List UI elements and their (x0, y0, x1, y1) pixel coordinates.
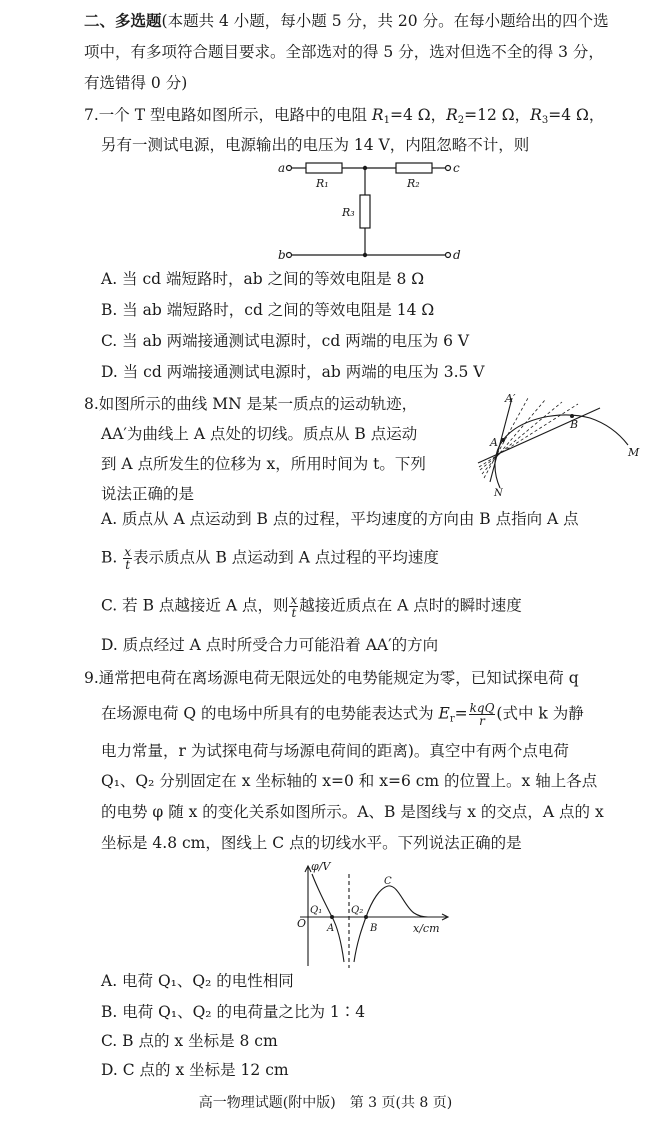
q9-point-b-label: B (370, 923, 378, 934)
q8-fraction-c-den: t (291, 606, 297, 620)
q8-stem-text-1: 如图所示的曲线 MN 是某一质点的运动轨迹， (98, 395, 418, 413)
q8-option-b-fraction (123, 546, 132, 571)
q8-label-m: M (628, 446, 640, 459)
section-header-line1 (84, 10, 609, 32)
q9-equals: = (454, 704, 468, 723)
q9-line2-suffix: (式中 k 为静 (496, 704, 584, 723)
q9-stem-text-1: 通常把电荷在离场源电荷无限远处的电势能规定为零，已知试探电荷 q (98, 669, 579, 687)
q8-option-d: D. 质点经过 A 点时所受合力可能沿着 AA′的方向 (101, 636, 439, 654)
q9-fraction-num: kqQ (469, 701, 495, 715)
q8-label-b: B (570, 418, 579, 431)
q8-option-a: A. 质点从 A 点运动到 B 点的过程，平均速度的方向由 B 点指向 A 点 (101, 510, 579, 528)
page-footer: 高一物理试题(附中版) 第 3 页(共 8 页) (198, 1095, 453, 1111)
q7-option-a: A. 当 cd 端短路时，ab 之间的等效电阻是 8 Ω (101, 270, 425, 288)
q7-stem-text-c: =12 Ω， (464, 106, 531, 124)
q9-q2-label: Q₂ (351, 905, 364, 916)
q9-stem-line3: 电力常量，r 为试探电荷与场源电荷间的距离)。真空中有两个点电荷 (101, 742, 569, 760)
q7-option-b: B. 当 ab 端短路时，cd 之间的等效电阻是 14 Ω (101, 301, 435, 319)
q7-stem-text-d: =4 Ω， (548, 106, 605, 124)
q9-q1-label: Q₁ (310, 905, 323, 916)
q7-terminal-b: b (278, 248, 286, 262)
q7-label-r3: R₃ (342, 206, 355, 219)
q9-fraction-den: r (479, 714, 485, 728)
q8-label-a: A (490, 436, 498, 449)
q8-option-c-fraction (289, 594, 298, 619)
q7-number: 7. (84, 106, 99, 124)
q9-y-axis-label: φ/V (311, 860, 331, 873)
q8-option-c-text: 越接近质点在 A 点时的瞬时速度 (299, 596, 522, 615)
q8-option-c-prefix: C. 若 B 点越接近 A 点，则 (101, 596, 289, 615)
q8-fraction-b-den: t (125, 558, 131, 572)
q7-option-d: D. 当 cd 两端接通测试电源时，ab 两端的电压为 3.5 V (101, 363, 485, 381)
q9-stem-line1 (84, 667, 579, 689)
q7-stem-text-b: =4 Ω， (389, 106, 447, 124)
q9-ep-symbol: E (438, 704, 450, 723)
q9-line2-prefix: 在场源电荷 Q 的电场中所具有的电势能表达式为 (101, 704, 439, 723)
q8-option-c (101, 594, 522, 619)
q7-terminal-c: c (453, 161, 460, 175)
q9-stem-line6: 坐标是 4.8 cm，图线上 C 点的切线水平。下列说法正确的是 (101, 834, 522, 852)
section-note-2: 项中，有多项符合题目要求。全部选对的得 5 分，选对但选不全的得 3 分， (84, 43, 604, 61)
q7-label-r1: R₁ (316, 177, 329, 190)
q7-terminal-a: a (278, 161, 286, 175)
q9-x-axis-label: x/cm (413, 922, 440, 935)
q7-option-c: C. 当 ab 两端接通测试电源时，cd 两端的电压为 6 V (101, 332, 470, 350)
q9-option-d: D. C 点的 x 坐标是 12 cm (101, 1061, 289, 1079)
q8-label-a-prime: A′ (505, 392, 516, 405)
q9-stem-line5: 的电势 φ 随 x 的变化关系如图所示。A、B 是图线与 x 的交点，A 点的 x (101, 803, 604, 821)
q9-option-c: C. B 点的 x 坐标是 8 cm (101, 1032, 278, 1050)
q8-option-b-prefix: B. (101, 548, 123, 567)
q8-stem-line1 (84, 393, 417, 415)
q9-number: 9. (84, 669, 99, 687)
q8-number: 8. (84, 395, 99, 413)
q9-energy-fraction (469, 702, 496, 727)
q8-label-n: N (494, 488, 503, 499)
q9-origin-label: O (297, 917, 307, 930)
q9-option-b: B. 电荷 Q₁、Q₂ 的电荷量之比为 1∶4 (101, 1003, 366, 1021)
q9-stem-line2 (101, 702, 584, 731)
q8-stem-line4: 说法正确的是 (101, 485, 195, 503)
q8-option-b (101, 546, 439, 571)
q9-ep-subscript: r (449, 713, 455, 725)
q9-point-c-label: C (384, 876, 392, 887)
section-note-3: 有选错得 0 分) (84, 74, 188, 92)
q9-option-a: A. 电荷 Q₁、Q₂ 的电性相同 (101, 972, 294, 990)
section-note-1: (本题共 4 小题，每小题 5 分，共 20 分。在每小题给出的四个选 (161, 12, 609, 30)
q8-fraction-b-num: x (124, 545, 132, 559)
q8-fraction-c-num: x (290, 593, 298, 607)
q8-stem-line3: 到 A 点所发生的位移为 x，所用时间为 t。下列 (101, 455, 426, 473)
q9-point-a-label: A (327, 923, 335, 934)
section-heading: 二、多选题 (84, 11, 162, 30)
q7-stem-line2: 另有一测试电源，电源输出的电压为 14 V，内阻忽略不计，则 (101, 136, 530, 154)
q8-option-b-text: 表示质点从 B 点运动到 A 点过程的平均速度 (133, 548, 439, 567)
q9-stem-line4: Q₁、Q₂ 分别固定在 x 坐标轴的 x=0 和 x=6 cm 的位置上。x 轴上各点 (101, 772, 598, 790)
q7-stem-line1: 7.一个 T 型电路如图所示，电路中的电阻 $R_1=4$ Ω，$R_2=12$ Ω，$R_3=4$ Ω， (84, 106, 605, 126)
q7-stem-text-a: 一个 T 型电路如图所示，电路中的电阻 (98, 106, 372, 124)
q8-stem-line2: AA′为曲线上 A 点处的切线。质点从 B 点运动 (101, 425, 418, 443)
q7-terminal-d: d (453, 248, 461, 262)
q7-label-r2: R₂ (407, 177, 420, 190)
